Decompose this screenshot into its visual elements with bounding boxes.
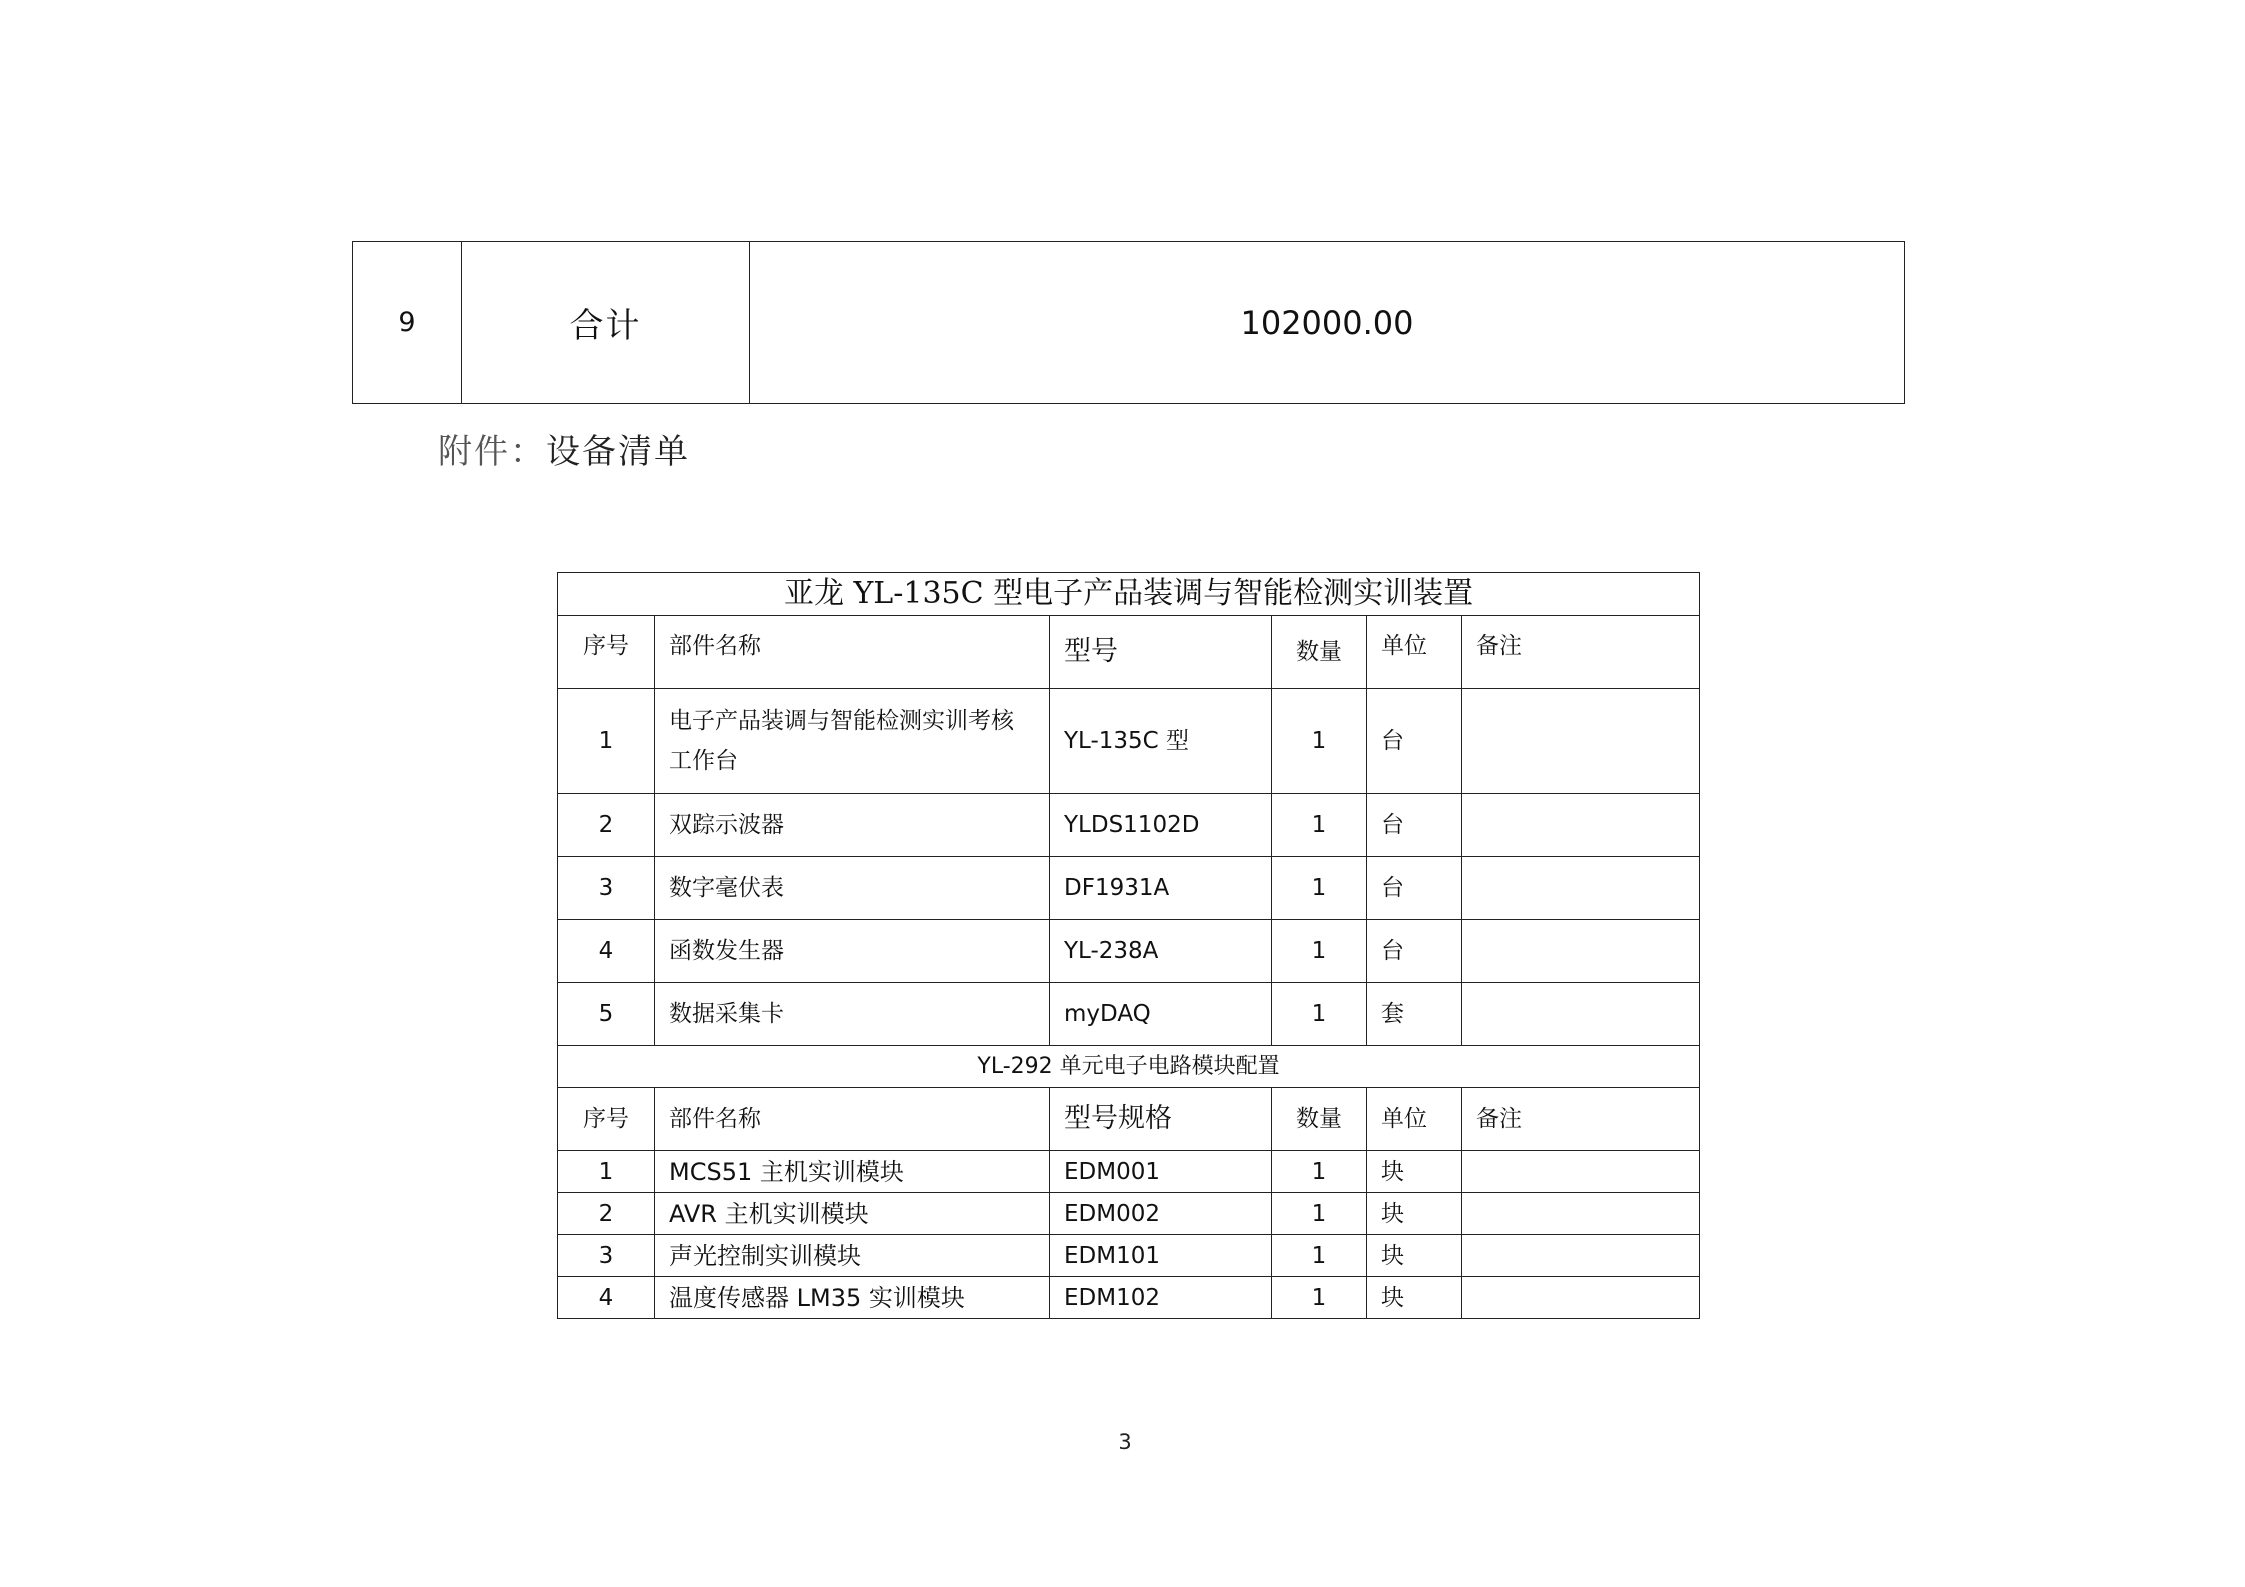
- module-row-note: [1462, 1151, 1700, 1193]
- header-model: 型号: [1050, 616, 1272, 689]
- table-row: [558, 857, 1700, 920]
- row-unit: 台: [1367, 689, 1462, 794]
- module-row-model: EDM002: [1050, 1193, 1272, 1235]
- row-model: myDAQ: [1050, 983, 1272, 1046]
- row-note: [1462, 689, 1700, 794]
- row-name: 电子产品装调与智能检测实训考核工作台: [655, 689, 1050, 794]
- row-qty: 1: [1272, 689, 1367, 794]
- row-note: [1462, 983, 1700, 1046]
- module-row-name: 温度传感器 LM35 实训模块: [655, 1277, 1050, 1319]
- module-row-index: 2: [558, 1193, 655, 1235]
- row-model: YL-238A: [1050, 920, 1272, 983]
- equipment-title: 亚龙 YL-135C 型电子产品装调与智能检测实训装置: [558, 573, 1700, 616]
- equipment-header-row: [558, 616, 1700, 689]
- module-row-name: 声光控制实训模块: [655, 1235, 1050, 1277]
- attachment-caption: [438, 424, 690, 473]
- total-row: [353, 242, 1905, 404]
- row-unit: 套: [1367, 983, 1462, 1046]
- row-model: YL-135C 型: [1050, 689, 1272, 794]
- table-row: [558, 1151, 1700, 1193]
- module-row-qty: 1: [1272, 1151, 1367, 1193]
- module-row-note: [1462, 1277, 1700, 1319]
- equipment-title-row: [558, 573, 1700, 616]
- row-name: 数据采集卡: [655, 983, 1050, 1046]
- table-row: [558, 794, 1700, 857]
- header-name: 部件名称: [655, 616, 1050, 689]
- row-model: YLDS1102D: [1050, 794, 1272, 857]
- row-qty: 1: [1272, 983, 1367, 1046]
- row-unit: 台: [1367, 794, 1462, 857]
- module-section-title: YL-292 单元电子电路模块配置: [558, 1046, 1700, 1088]
- row-qty: 1: [1272, 794, 1367, 857]
- total-label: 合计: [462, 242, 750, 404]
- row-index: 5: [558, 983, 655, 1046]
- row-index: 4: [558, 920, 655, 983]
- table-row: [558, 1235, 1700, 1277]
- table-row: [558, 1277, 1700, 1319]
- module-row-qty: 1: [1272, 1193, 1367, 1235]
- module-header-name: 部件名称: [655, 1088, 1050, 1151]
- equipment-table: [557, 572, 1700, 1319]
- module-header-unit: 单位: [1367, 1088, 1462, 1151]
- table-row: [558, 1193, 1700, 1235]
- module-row-name: MCS51 主机实训模块: [655, 1151, 1050, 1193]
- row-model: DF1931A: [1050, 857, 1272, 920]
- attachment-prefix: 附件：: [438, 432, 546, 472]
- row-unit: 台: [1367, 920, 1462, 983]
- row-index: 1: [558, 689, 655, 794]
- module-row-qty: 1: [1272, 1235, 1367, 1277]
- table-row: [558, 920, 1700, 983]
- row-unit: 台: [1367, 857, 1462, 920]
- module-row-qty: 1: [1272, 1277, 1367, 1319]
- module-row-unit: 块: [1367, 1235, 1462, 1277]
- total-table: [352, 241, 1905, 404]
- row-name: 函数发生器: [655, 920, 1050, 983]
- module-row-unit: 块: [1367, 1193, 1462, 1235]
- module-row-index: 1: [558, 1151, 655, 1193]
- module-row-model: EDM101: [1050, 1235, 1272, 1277]
- row-index: 2: [558, 794, 655, 857]
- table-row: [558, 689, 1700, 794]
- total-index: 9: [353, 242, 462, 404]
- row-index: 3: [558, 857, 655, 920]
- module-row-unit: 块: [1367, 1151, 1462, 1193]
- module-header-qty: 数量: [1272, 1088, 1367, 1151]
- row-note: [1462, 857, 1700, 920]
- module-row-index: 4: [558, 1277, 655, 1319]
- row-qty: 1: [1272, 857, 1367, 920]
- module-row-index: 3: [558, 1235, 655, 1277]
- module-row-model: EDM102: [1050, 1277, 1272, 1319]
- header-index: 序号: [558, 616, 655, 689]
- module-row-model: EDM001: [1050, 1151, 1272, 1193]
- module-header-index: 序号: [558, 1088, 655, 1151]
- row-name: 数字毫伏表: [655, 857, 1050, 920]
- table-row: [558, 983, 1700, 1046]
- row-qty: 1: [1272, 920, 1367, 983]
- row-note: [1462, 794, 1700, 857]
- header-qty: 数量: [1272, 616, 1367, 689]
- header-note: 备注: [1462, 616, 1700, 689]
- module-section-row: [558, 1046, 1700, 1088]
- attachment-title: 设备清单: [546, 432, 690, 472]
- page-number: 3: [1118, 1430, 1132, 1454]
- total-amount: 102000.00: [750, 242, 1905, 404]
- module-header-model: 型号规格: [1050, 1088, 1272, 1151]
- module-row-note: [1462, 1193, 1700, 1235]
- module-header-row: [558, 1088, 1700, 1151]
- module-header-note: 备注: [1462, 1088, 1700, 1151]
- module-row-unit: 块: [1367, 1277, 1462, 1319]
- header-unit: 单位: [1367, 616, 1462, 689]
- module-row-note: [1462, 1235, 1700, 1277]
- module-row-name: AVR 主机实训模块: [655, 1193, 1050, 1235]
- row-note: [1462, 920, 1700, 983]
- row-name: 双踪示波器: [655, 794, 1050, 857]
